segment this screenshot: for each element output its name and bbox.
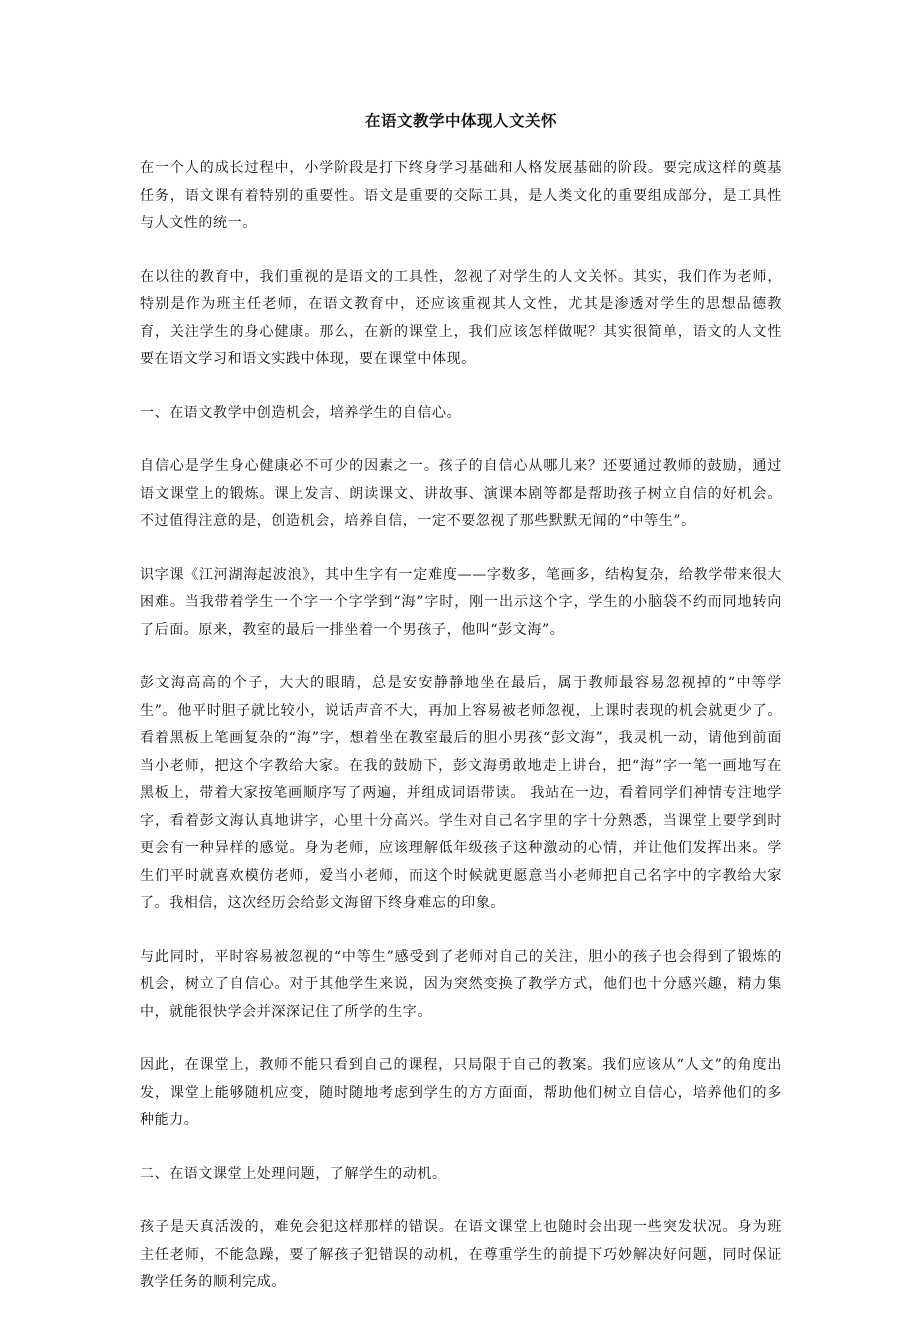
paragraph-humanism: 在以往的教育中，我们重视的是语文的工具性，忽视了对学生的人文关怀。其实，我们作为老师，特别是作为班主任老师，在语文教育中，还应该重视其人文性，尤其是渗透对学生的思想品德教育，关注学生的身心健康。那么，在新的课堂上，我们应该怎样做呢？其实很简单，语文的人文性要在语文学习和语文实践中体现，要在课堂中体现。 bbox=[140, 268, 782, 367]
document-body bbox=[140, 155, 782, 1297]
document-title: 在语文教学中体现人文关怀 bbox=[364, 112, 557, 130]
paragraph-confidence: 自信心是学生身心健康必不可少的因素之一。孩子的自信心从哪儿来？还要通过教师的鼓励，通过语文课堂上的锻炼。课上发言、朗读课文、讲故事、演课本剧等都是帮助孩子树立自信的好机会。 不过值得注意的是，创造机会，培养自信，一定不要忽视了那些默默无闻的“中等生”。 bbox=[140, 458, 782, 529]
paragraph-literacy-lesson: 识字课《江河湖海起波浪》，其中生字有一定难度——字数多，笔画多，结构复杂，给教学带来很大困难。当我带着学生一个字一个字学到“海”字时，刚一出示这个字，学生的小脑袋不约而同地转向了后面。原来，教室的最后一排坐着一个男孩子，他叫“彭文海”。 bbox=[140, 566, 782, 638]
paragraph-middle-students: 与此同时，平时容易被忽视的“中等生”感受到了老师对自己的关注，胆小的孩子也会得到了锻炼的机会，树立了自信心。对于其他学生来说，因为突然变换了教学方式，他们也十分感兴趣，精力集中，就能很快学会并深深记住了所学的生字。 bbox=[140, 948, 782, 1020]
paragraph-peng-wenhai: 彭文海高高的个子，大大的眼睛，总是安安静静地坐在最后，属于教师最容易忽视掉的“中等学生”。他平时胆子就比较小，说话声音不大，再加上容易被老师忽视，上课时表现的机会就更少了。 看着黑板上笔画复杂的“海”字，想着坐在教室最后的胆小男孩“彭文海”，我灵机一动，请他到前面当小老师，把这个字教给大家。在我的鼓励下，彭文海勇敢地走上讲台，把“海”字一笔一画地写在黑板上，带着大家按笔画顺序写了两遍，并组成词语带读。 我站在一边，看着同学们神情专注地学字，看着彭文海认真地讲字，心里十分高兴。学生对自己名字里的字十分熟悉，当课堂上要学到时更会有一种异样的感觉。身为老师，应该理解低年级孩子这种激动的心情，并让他们发挥出来。学生们平时就喜欢模仿老师，爱当小老师，而这个时候就更愿意当小老师把自己名字中的字教给大家了。我相信，这次经历会给彭文海留下终身难忘的印象。 bbox=[140, 675, 782, 911]
document-page bbox=[140, 0, 782, 1323]
paragraph-conclusion-1: 因此，在课堂上，教师不能只看到自己的课程，只局限于自己的教案。我们应该从“人文”的角度出发，课堂上能够随机应变，随时随地考虑到学生的方方面面，帮助他们树立自信心，培养他们的多种能力。 bbox=[140, 1057, 782, 1128]
paragraph-motives: 孩子是天真活泼的，难免会犯这样那样的错误。在语文课堂上也随时会出现一些突发状况。身为班主任老师，不能急躁，要了解孩子犯错误的动机，在尊重学生的前提下巧妙解决好问题，同时保证教学任务的顺利完成。 bbox=[140, 1219, 782, 1290]
paragraph-intro: 在一个人的成长过程中，小学阶段是打下终身学习基础和人格发展基础的阶段。要完成这样的奠基任务，语文课有着特别的重要性。语文是重要的交际工具，是人类文化的重要组成部分，是工具性与人文性的统一。 bbox=[140, 160, 782, 231]
section-heading-2: 二、在语文课堂上处理问题，了解学生的动机。 bbox=[140, 1165, 447, 1182]
section-heading-1: 一、在语文教学中创造机会，培养学生的自信心。 bbox=[140, 404, 462, 421]
